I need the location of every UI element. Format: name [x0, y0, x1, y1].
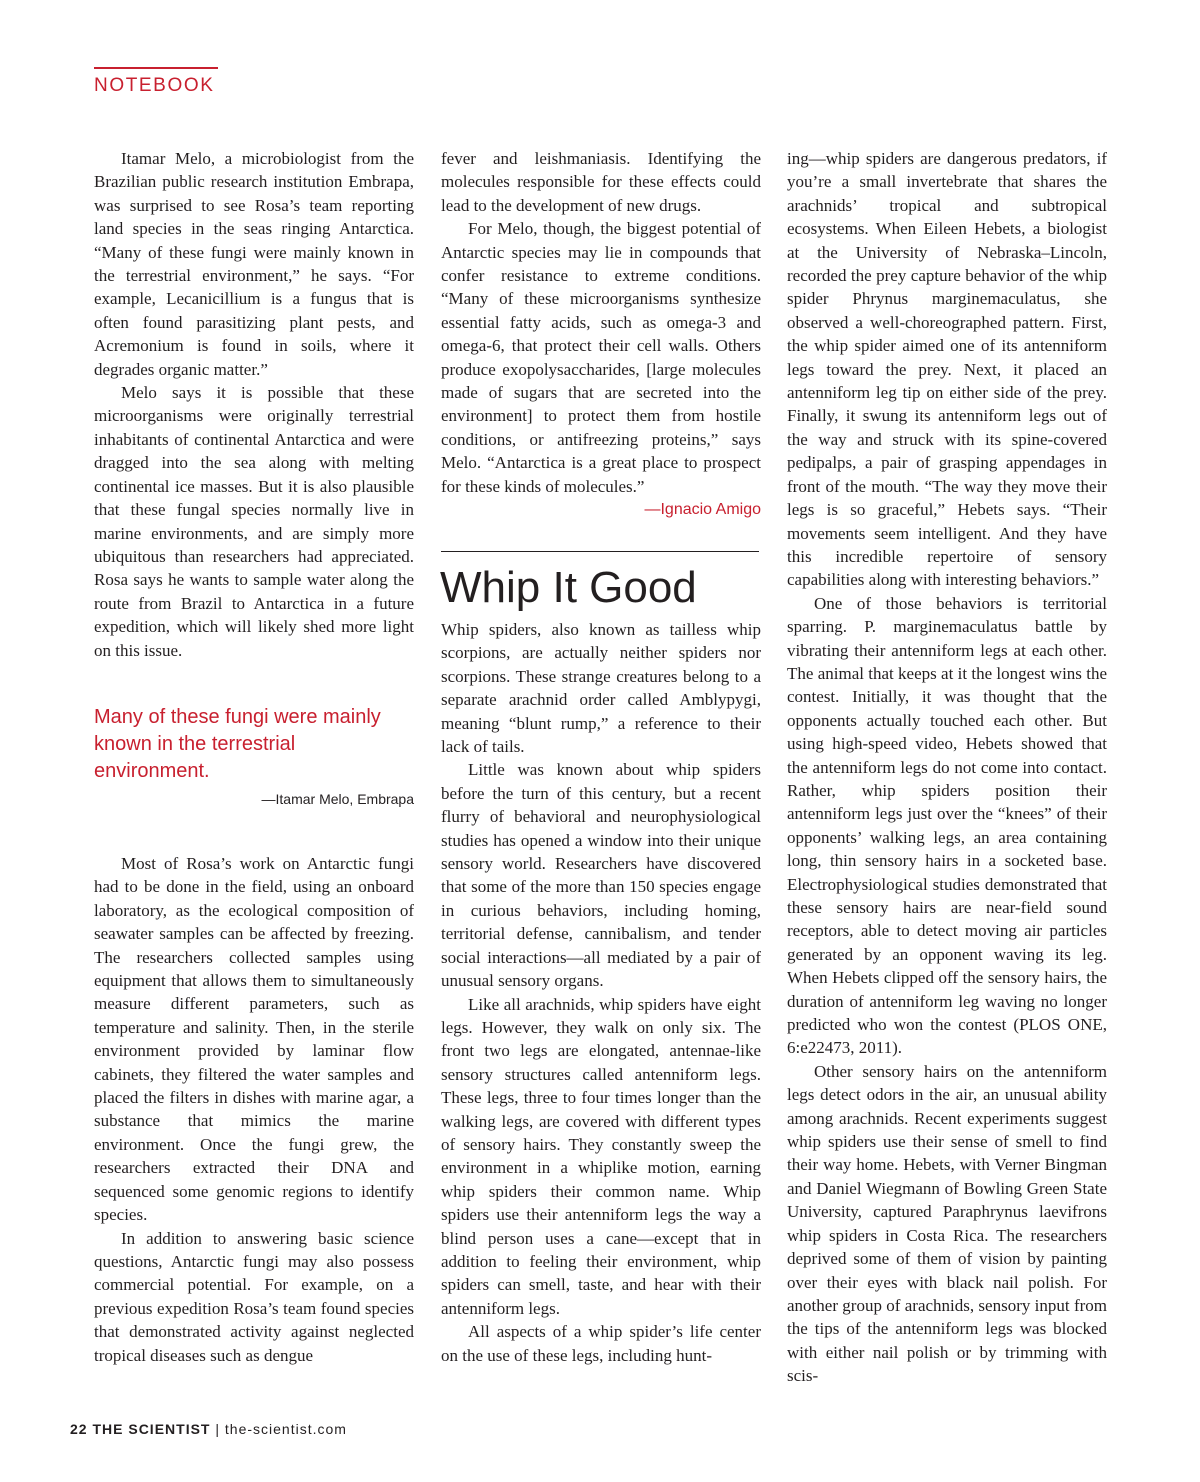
pull-quote-attribution: —Itamar Melo, Embrapa [261, 791, 414, 807]
footer-separator: | [215, 1421, 221, 1437]
byline: —Ignacio Amigo [644, 501, 761, 519]
article2-column-3 [787, 147, 1107, 1388]
paragraph: In addition to answering basic science questions, Antarctic fungi may also possess commercial potential. For example, on a previous expedition Rosa’s team found species that demonstrated activity against neglected tropical diseases such as dengue [94, 1228, 414, 1365]
article2-column-2 [441, 618, 761, 1367]
story-title: Whip It Good [440, 563, 697, 612]
paragraph: Itamar Melo, a microbiologist from the Brazilian public research institution Embrapa, was surprised to see Rosa’s team reporting land species in the seas ringing Antarctica. “Many of these fungi were mainly known in the terrestrial environment,” he says. “For example, Lecanicillium is a fungus that is often found parasitizing plant pests, and Acremonium is found in soils, where it degrades organic matter.” [94, 149, 414, 379]
story-divider [441, 551, 759, 552]
section-rule [94, 67, 218, 69]
website: the-scientist.com [224, 1421, 347, 1437]
paragraph: Melo says it is possible that these microorganisms were originally terrestrial inhabitants of continental Antarctica and were dragged into the sea along with melting continental ice masses. But it is also plausible that these fungal species normally live in marine environments, and are simply more ubiquitous than researchers had appreciated. Rosa says he wants to sample water along the route from Brazil to Antarctica in a future expedition, which will likely shed more light on this issue. [94, 383, 414, 660]
paragraph-text: For Melo, though, the biggest potential of Antarctic species may lie in compounds that confer resistance to extreme conditions. “Many of these microorganisms synthesize essential fatty acids, such as omega-3 and omega-6, that protect their cell walls. Others produce exopolysaccharides, [large molecules made of sugars that are secreted into the environment] to protect them from hostile conditions, or antifreezing proteins,” says Melo. “Antarctica is a great place to prospect for these kinds of molecules.” [441, 219, 761, 496]
page-number: 22 [70, 1421, 88, 1437]
page-footer [70, 1421, 347, 1437]
paragraph: Other sensory hairs on the antenniform legs detect odors in the air, an unusual ability among arachnids. Recent experiments suggest whip spiders use their sense of smell to find their way home. Hebets, with Verner Bingman and Daniel Wiegmann of Bowling Green State University, captured Paraphrynus laevifrons whip spiders in Costa Rica. The researchers deprived some of them of vision by painting over their eyes with black nail polish. For another group of arachnids, sensory input from the tips of the antenniform legs was blocked with either nail polish or by trimming with scis- [787, 1061, 1107, 1386]
pull-quote: Many of these fungi were mainly known in the terrestrial environment. [94, 706, 381, 782]
article1-column-1-bottom [94, 852, 414, 1367]
paragraph: Most of Rosa’s work on Antarctic fungi had to be done in the field, using an onboard laboratory, as the ecological composition of seawater samples can be affected by freezing. The researchers collected samples using equipment that allows them to simultaneously measure different parameters, such as temperature and salinity. Then, in the sterile environment provided by laminar flow cabinets, they filtered the water samples and placed the filters in dishes with marine agar, a substance that mimics the marine environment. Once the fungi grew, the researchers extracted their DNA and sequenced some genomic regions to identify species. [94, 854, 414, 1225]
paragraph: All aspects of a whip spider’s life center on the use of these legs, including hunt- [441, 1322, 761, 1365]
paragraph: Whip spiders, also known as tailless whip scorpions, are actually neither spiders nor scorpions. These strange creatures belong to a separate arachnid order called Amblypygi, meaning “blunt rump,” a reference to their lack of tails. [441, 620, 761, 757]
article1-column-2 [441, 147, 761, 522]
paragraph: fever and leishmaniasis. Identifying the molecules responsible for these effects could lead to the development of new drugs. [441, 149, 761, 215]
paragraph: Little was known about whip spiders before the turn of this century, but a recent flurry of behavioral and neurophysiological studies has opened a window into their unique sensory world. Researchers have discovered that some of the more than 150 species engage in curious behaviors, including homing, territorial defense, cannibalism, and tender social interactions—all mediated by a pair of unusual sensory organs. [441, 760, 761, 991]
paragraph: One of those behaviors is territorial sparring. P. marginemaculatus battle by vibrating their antenniform legs at each other. The animal that keeps at it the longest wins the contest. Initially, it was thought that the opponents actually touched each other. But using high-speed video, Hebets showed that the antenniform legs do not come into contact. Rather, whip spiders position their antenniform legs just over the “knees” of their opponents’ walking legs, an area containing long, thin sensory hairs in a socketed base. Electrophysiological studies demonstrated that these sensory hairs are near-field sound receptors, able to detect moving air particles generated by an opponent waving its leg. When Hebets clipped off the sensory hairs, the duration of antenniform leg waving no longer predicted who won the contest (PLOS ONE, 6:e22473, 2011). [787, 593, 1107, 1058]
paragraph: ing—whip spiders are dangerous predators, if you’re a small invertebrate that shares the arachnids’ tropical and subtropical ecosystems. When Eileen Hebets, a biologist at the University of Nebraska–Lincoln, recorded the prey capture behavior of the whip spider Phrynus marginemaculatus, she observed a well-choreographed pattern. First, the whip spider aimed one of its antenniform legs toward the prey. Next, it placed an antenniform leg tip on either side of the prey. Finally, it swung its antenniform legs out of the way and struck with its spine-covered pedipalps, a pair of grasping appendages in front of the mouth. “The way they move their legs is so graceful,” Hebets says. “Their movements seem intelligent. And they have this incredible repertoire of sensory capabilities along with interesting behaviors.” [787, 149, 1107, 590]
paragraph: Like all arachnids, whip spiders have eight legs. However, they walk on only six. The front two legs are elongated, antennae-like sensory structures called antenniform legs. These legs, three to four times longer than the walking legs, are covered with different types of sensory hairs. They constantly sweep the environment in a whiplike motion, earning whip spiders their common name. Whip spiders use their antenniform legs the way a blind person uses a cane—except that in addition to feeling their environment, whip spiders can smell, taste, and hear with their antenniform legs. [441, 994, 761, 1318]
magazine-name: THE SCIENTIST [92, 1421, 211, 1437]
paragraph [441, 217, 761, 519]
article1-column-1-top [94, 147, 414, 662]
section-label: NOTEBOOK [94, 75, 215, 96]
